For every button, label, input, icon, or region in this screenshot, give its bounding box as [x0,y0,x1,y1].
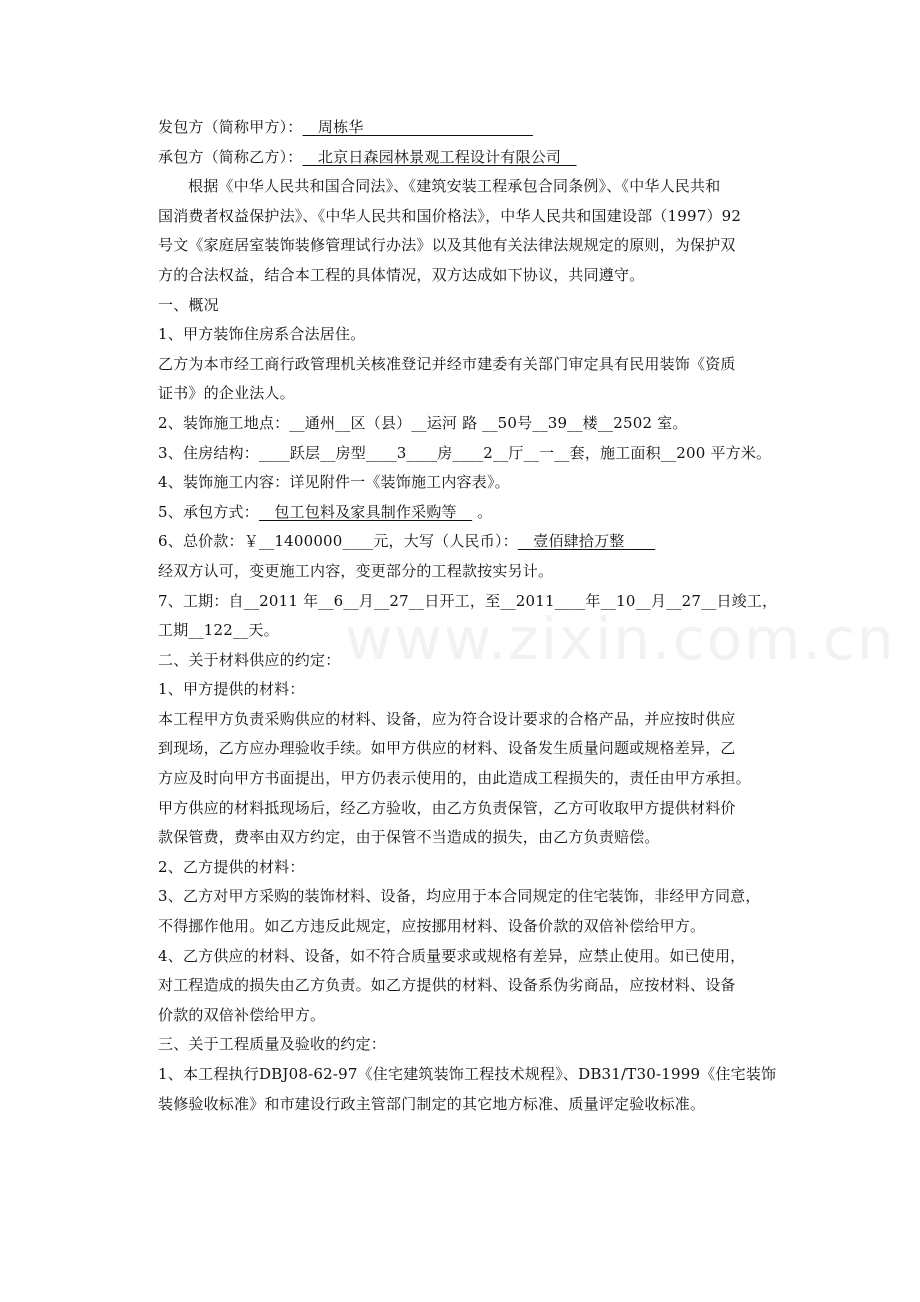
intro-line-1: 根据《中华人民共和国合同法》、《建筑安装工程承包合同条例》、《中华人民共和 [188,177,721,196]
s2-para-1-line-1: 本工程甲方负责采购供应的材料、设备，应为符合设计要求的合格产品，并应按时供应 [158,709,736,728]
intro-line-4: 方的合法权益，结合本工程的具体情况，双方达成如下协议，共同遵守。 [158,265,645,284]
s1-item-2: 2、装饰施工地点：__通州__区（县）__运河 路 __50号__39__楼__2502 室。 [158,413,688,432]
s1-yifang-line-2: 证书》的企业法人。 [158,384,295,403]
s2-item-4-line-1: 4、乙方供应的材料、设备，如不符合质量要求或规格有差异，应禁止使用。如已使用， [158,946,746,965]
party-b-value: __北京日森园林景观工程设计有限公司__ [302,147,577,166]
s2-item-2: 2、乙方提供的材料： [158,857,305,876]
s2-item-3-line-1: 3、乙方对甲方采购的装饰材料、设备，均应用于本合同规定的住宅装饰，非经甲方同意， [158,887,761,906]
s2-para-1-line-3: 方应及时向甲方书面提出，甲方仍表示使用的，由此造成工程损失的，责任由甲方承担。 [158,769,751,788]
s3-item-1-line-1: 1、本工程执行DBJ08-62-97《住宅建筑装饰工程技术规程》、DB31/T30-1999《住宅装饰 [158,1065,777,1083]
s1-change-note: 经双方认可，变更施工内容，变更部分的工程款按实另计。 [158,561,554,580]
contract-body [158,113,798,1119]
intro-line-3: 号文《家庭居室装饰装修管理试行办法》以及其他有关法律法规规定的原则，为保护双 [158,236,736,255]
party-b-line [158,143,798,173]
s1-yifang-line-1: 乙方为本市经工商行政管理机关核准登记并经市建委有关部门审定具有民用装饰《资质 [158,354,736,373]
s2-para-1-line-5: 款保管费，费率由双方约定，由于保管不当造成的损失，由乙方负责赔偿。 [158,828,660,847]
section-3-heading: 三、关于工程质量及验收的约定： [158,1035,387,1054]
s1-item-6-value: __壹佰肆拾万整____ [517,532,656,551]
party-a-label: 发包方（简称甲方）： [158,118,303,136]
watermark-text: www.zixin.com.cn [345,605,896,673]
s2-item-4-line-3: 价款的双倍补偿给甲方。 [158,1005,326,1024]
s1-item-7-line-2: 工期__122__天。 [158,621,279,640]
s2-para-1-line-2: 到现场，乙方应办理验收手续。如甲方供应的材料、设备发生质量问题或规格差异，乙 [158,739,736,758]
s2-item-4-line-2: 对工程造成的损失由乙方负责。如乙方提供的材料、设备系伪劣商品，应按材料、设备 [158,976,736,995]
s1-item-5 [158,498,798,528]
s1-item-4: 4、装饰施工内容：详见附件一《装饰施工内容表》。 [158,473,510,492]
section-1-heading: 一、概况 [158,295,219,314]
s1-item-5-value: __包工包料及家具制作采购等__ [258,502,473,521]
s1-item-6-label: 6、总价款：￥__1400000____元，大写（人民币）： [158,532,518,551]
s2-para-1-line-4: 甲方供应的材料抵现场后，经乙方验收，由乙方负责保管，乙方可收取甲方提供材料价 [158,798,736,817]
s1-item-6 [158,527,798,557]
party-b-label: 承包方（简称乙方）： [158,147,303,166]
s1-item-5-label: 5、承包方式： [158,502,259,521]
s1-item-5-tail: 。 [472,502,493,521]
s1-item-7-line-1: 7、工期：自__2011 年__6__月__27__日开工，至__2011____年__10__月__27__日竣工， [158,591,778,610]
intro-line-2: 国消费者权益保护法》、《中华人民共和国价格法》，中华人民共和国建设部（1997）92 [158,206,742,225]
party-a-line [158,113,798,143]
s1-item-1: 1、甲方装饰住房系合法居住。 [158,325,366,344]
party-a-value: __周栋华______________________ [302,118,533,136]
s2-item-1: 1、甲方提供的材料： [158,680,305,699]
s3-item-1-line-2: 装修验收标准》和市建设行政主管部门制定的其它地方标准、质量评定验收标准。 [158,1094,706,1113]
s2-item-3-line-2: 不得挪作他用。如乙方违反此规定，应按挪用材料、设备价款的双倍补偿给甲方。 [158,917,706,936]
s1-item-3: 3、住房结构：____跃层__房型____3____房____2__厅__一__套，施工面积__200 平方米。 [158,443,772,462]
section-2-heading: 二、关于材料供应的约定： [158,650,341,669]
